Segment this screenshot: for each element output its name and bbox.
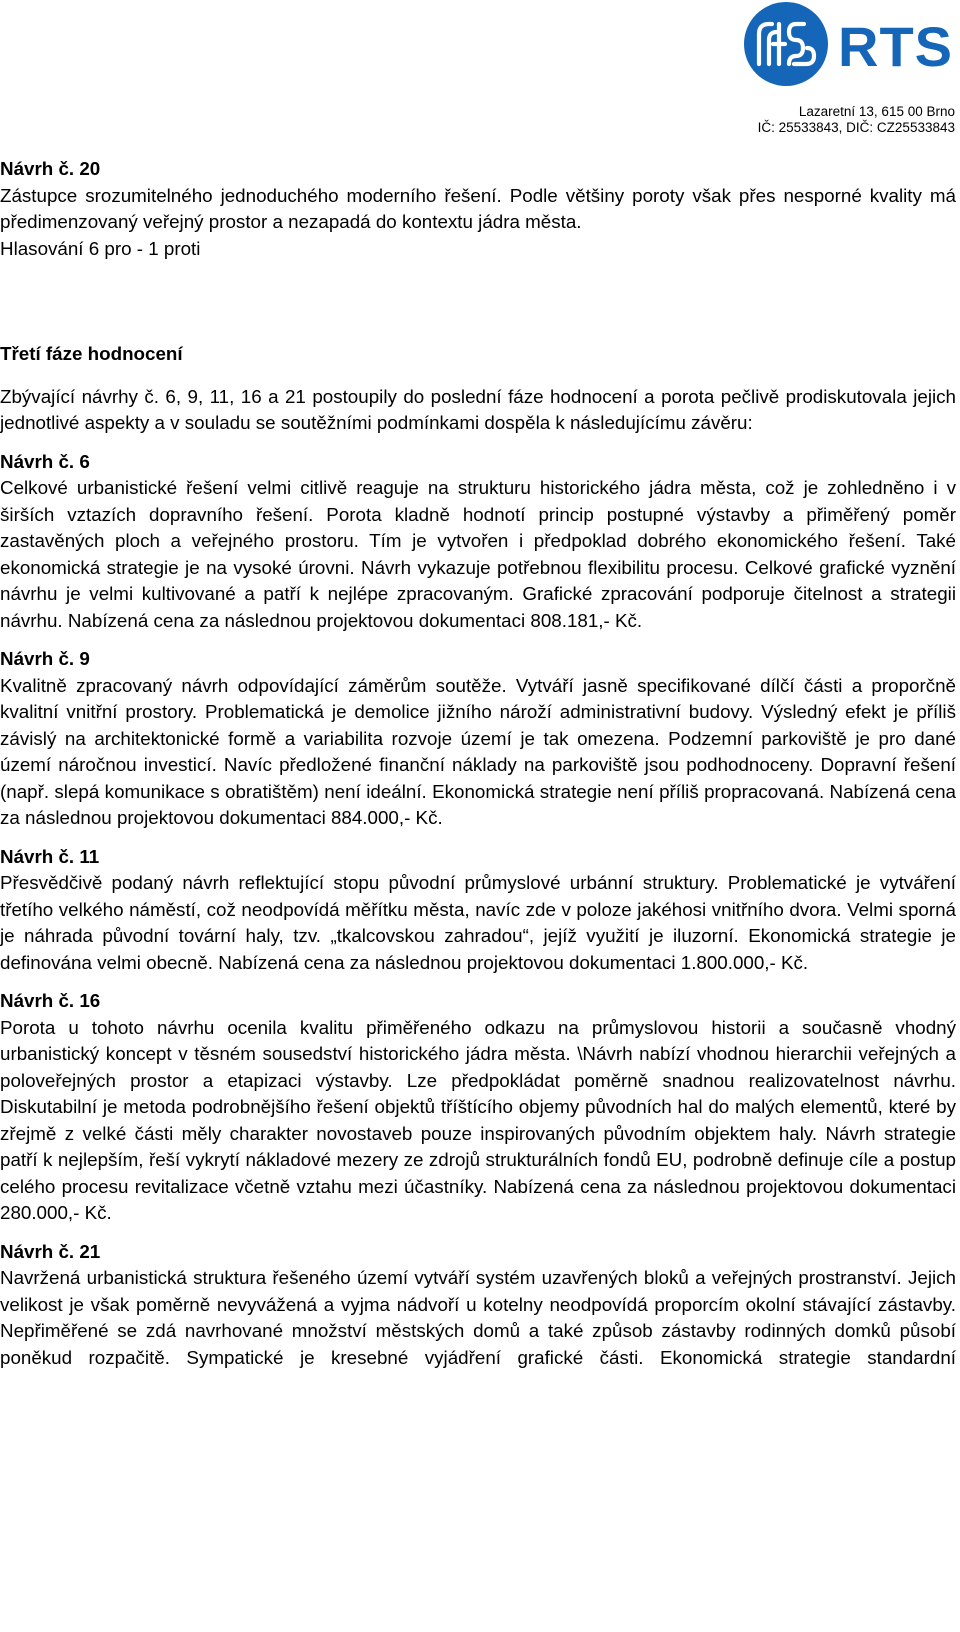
proposal-21-heading: Návrh č. 21 bbox=[0, 1240, 101, 1262]
proposal-6-text: Celkové urbanistické řešení velmi citlivě reaguje na strukturu historického jádra města, což je zohledněno i v širších vztazích dopravního řešení. Porota kladně hodnotí princip postupné výstavby a přiměřený poměr zastavěných ploch a veřejného prostoru. Tím je vytvořen i předpoklad dobrého ekonomického řešení. Také ekonomická strategie je na vysoké úrovni. Návrh vykazuje potřebnou flexibilitu procesu. Celkové grafické vyznění návrhu je velmi kultivované a patří k nejlépe zpracovaným. Grafické zpracování podporuje čitelnost a strategii návrhu. Nabízená cena za následnou projektovou dokumentaci 808.181,- Kč. bbox=[0, 477, 956, 631]
proposal-16-text: Porota u tohoto návrhu ocenila kvalitu přiměřeného odkazu na průmyslovou historii a současně vhodný urbanistický koncept v těsném sousedství historického jádra města. \Návrh nabízí vhodnou hierarchii veřejných a poloveřejných prostor a etapizaci výstavby. Lze předpokládat poměrně snadnou realizovatelnost návrhu. Diskutabilní je metoda podrobnějšího řešení objektů tříštícího objemy původních hal do malých elementů, které by zřejmě z velké části měly charakter novostaveb pouze inspirovaných původním objektem haly. Návrh strategie patří k nejlepším, řeší vykrytí nákladové mezery ze zdrojů strukturálních fondů EU, podrobně definuje cíle a postup celého procesu revitalizace včetně vztahu mezi účastníky. Nabízená cena za následnou projektovou dokumentaci 280.000,- Kč. bbox=[0, 1016, 956, 1223]
third-phase-intro: Zbývající návrhy č. 6, 9, 11, 16 a 21 postoupily do poslední fáze hodnocení a porota pečlivě prodiskutovala jejich jednotlivé aspekty a v souladu se soutěžními podmínkami dospěla k následujícímu závěru: bbox=[0, 385, 956, 433]
address-line: Lazaretní 13, 615 00 Brno bbox=[798, 104, 955, 119]
proposal-11-heading: Návrh č. 11 bbox=[0, 845, 100, 867]
letterhead bbox=[0, 0, 960, 145]
proposal-16-heading: Návrh č. 16 bbox=[0, 990, 101, 1011]
proposal-6-heading: Návrh č. 6 bbox=[0, 450, 90, 472]
proposal-11-text: Přesvědčivě podaný návrh reflektující stopu původní průmyslové urbánní struktury. Problematické je vytváření třetího velkého náměstí, což neodpovídá měřítku města, navíc zde v poloze jakéhosi vnitřního dvora. Velmi sporná je náhrada původní tovární haly, tzv. „tkalcovskou zahradou“, jejíž využití je iluzorní. Ekonomická strategie je definována velmi obecně. Nabízená cena za následnou projektovou dokumentaci 1.800.000,- Kč. bbox=[0, 872, 956, 973]
proposal-21-text: Navržená urbanistická struktura řešeného území vytváří systém uzavřených bloků a veřejných prostranství. Jejich velikost je však poměrně nevyvážená a vyjma nádvoří u kotelny neodpovídá proporcím okolní stávající zástavby. Nepřiměřené se zdá navrhované množství městských domů a také způsob zástavby rodinných domků působí poněkud rozpačitě. Sympatické je kresebné vyjádření grafické části. Ekonomická strategie standardní bbox=[0, 1267, 956, 1368]
company-address bbox=[758, 104, 955, 136]
proposal-20-heading: Návrh č. 20 bbox=[0, 158, 101, 179]
company-ids: IČ: 25533843, DIČ: CZ25533843 bbox=[757, 120, 955, 135]
logo-text: RTS bbox=[838, 15, 953, 78]
proposal-9-heading: Návrh č. 9 bbox=[0, 648, 90, 669]
proposal-20-vote: Hlasování 6 pro - 1 proti bbox=[0, 237, 201, 259]
third-phase-heading: Třetí fáze hodnocení bbox=[0, 343, 183, 364]
proposal-9-text: Kvalitně zpracovaný návrh odpovídající záměrům soutěže. Vytváří jasně specifikované dílčí části a proporčně kvalitní vnitřní prostory. Problematická je demolice jižního nároží administrativní budovy. Výsledný efekt je příliš závislý na architektonické formě a variabilita rozvoje území je tak omezena. Podzemní parkoviště je pro dané území náročnou investicí. Navíc předložené finanční náklady na parkoviště jsou podhodnoceny. Dopravní řešení (např. slepá komunikace s obratištěm) není ideální. Ekonomická strategie není příliš propracovaná. Nabízená cena za následnou projektovou dokumentaci 884.000,- Kč. bbox=[0, 674, 956, 828]
rts-logo bbox=[742, 0, 956, 92]
proposal-20-text: Zástupce srozumitelného jednoduchého moderního řešení. Podle většiny poroty však přes nesporné kvality má předimenzovaný veřejný prostor a nezapadá do kontextu jádra města. bbox=[0, 184, 956, 232]
document-body bbox=[0, 156, 956, 1371]
